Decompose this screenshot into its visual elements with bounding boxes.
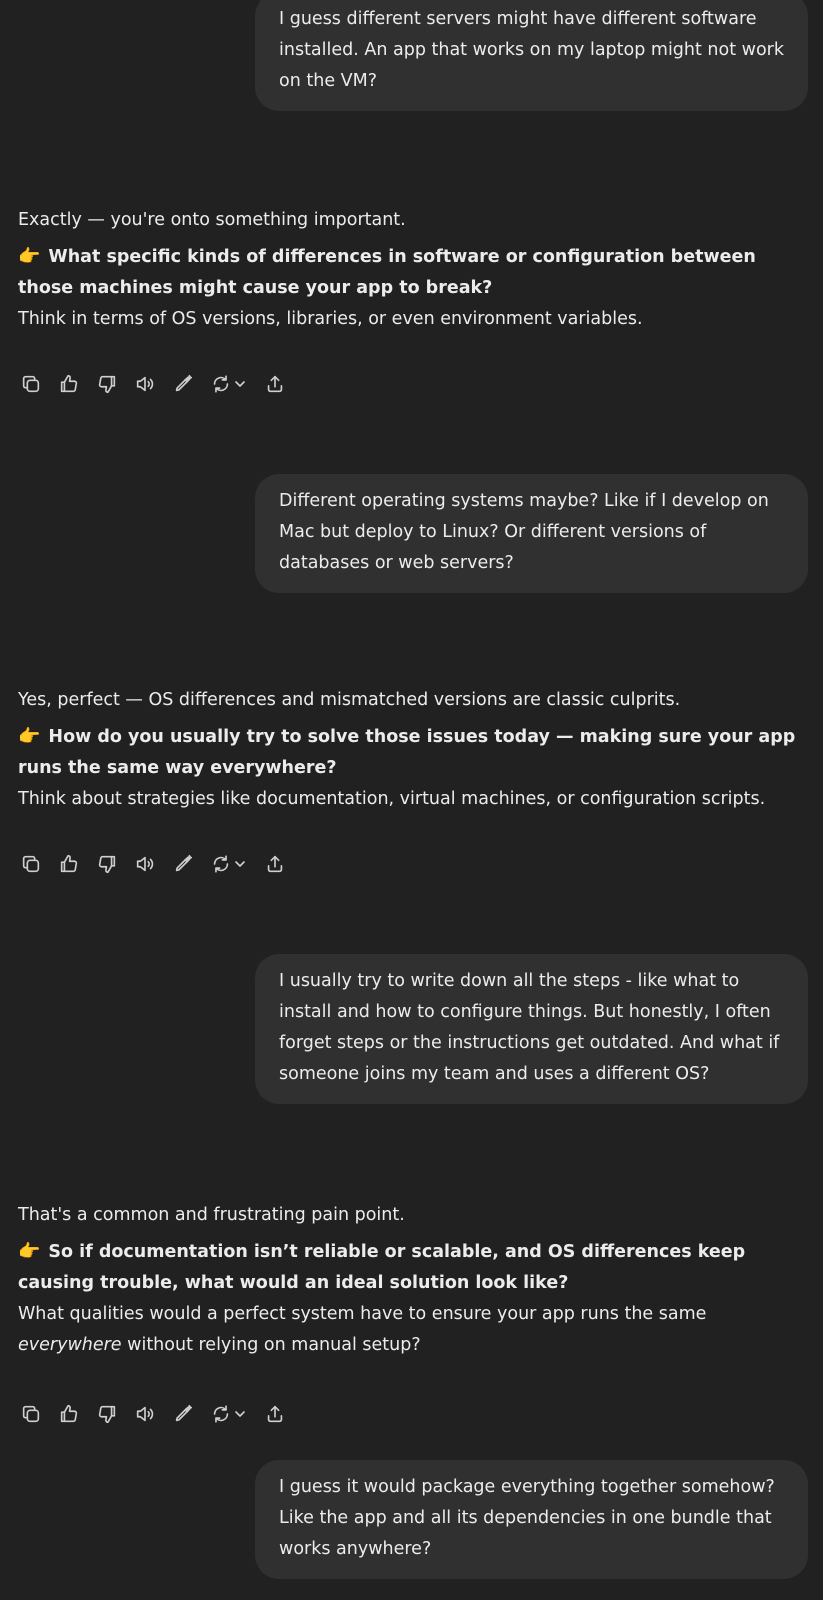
assistant-question-text: What specific kinds of differences in software or configuration between those machines might cause your app to break?	[18, 247, 756, 298]
message-actions	[18, 850, 300, 878]
assistant-question	[18, 721, 808, 784]
read-aloud-button[interactable]	[132, 851, 158, 877]
chevron-down-icon	[234, 858, 246, 870]
message-actions	[18, 1400, 300, 1428]
edit-canvas-icon	[172, 853, 194, 875]
edit-canvas-icon	[172, 373, 194, 395]
edit-in-canvas-button[interactable]	[170, 1401, 196, 1427]
assistant-lead: That's a common and frustrating pain point.	[18, 1205, 405, 1225]
assistant-hint-text-end: without relying on manual setup?	[121, 1335, 421, 1355]
thumbs-up-icon	[58, 853, 80, 875]
bad-response-button[interactable]	[94, 1401, 120, 1427]
chevron-down-icon	[234, 1408, 246, 1420]
user-message	[255, 954, 808, 1104]
user-message	[255, 0, 808, 111]
regenerate-icon	[210, 1403, 232, 1425]
bad-response-button[interactable]	[94, 851, 120, 877]
read-aloud-icon	[134, 853, 156, 875]
copy-icon	[20, 373, 42, 395]
copy-button[interactable]	[18, 1401, 44, 1427]
regenerate-button[interactable]	[208, 1401, 248, 1427]
assistant-message	[18, 685, 808, 815]
message-actions	[18, 370, 300, 398]
copy-button[interactable]	[18, 851, 44, 877]
user-message-text: I guess it would package everything together somehow? Like the app and all its dependencies in one bundle that works anywhere?	[279, 1477, 775, 1559]
regenerate-icon	[210, 853, 232, 875]
read-aloud-button[interactable]	[132, 1401, 158, 1427]
assistant-hint: Think in terms of OS versions, libraries, or even environment variables.	[18, 309, 643, 329]
good-response-button[interactable]	[56, 371, 82, 397]
edit-in-canvas-button[interactable]	[170, 371, 196, 397]
share-icon	[264, 853, 286, 875]
copy-icon	[20, 853, 42, 875]
assistant-message	[18, 205, 808, 335]
user-message-text: Different operating systems maybe? Like if I develop on Mac but deploy to Linux? Or different versions of databases or web servers?	[279, 491, 769, 573]
user-message	[255, 474, 808, 593]
assistant-hint-text: What qualities would a perfect system have to ensure your app runs the same	[18, 1304, 707, 1324]
bad-response-button[interactable]	[94, 371, 120, 397]
assistant-hint	[18, 1299, 808, 1361]
assistant-lead: Exactly — you're onto something important.	[18, 210, 406, 230]
edit-in-canvas-button[interactable]	[170, 851, 196, 877]
regenerate-button[interactable]	[208, 851, 248, 877]
share-button[interactable]	[262, 371, 288, 397]
thumbs-up-icon	[58, 373, 80, 395]
regenerate-button[interactable]	[208, 371, 248, 397]
thumbs-down-icon	[96, 853, 118, 875]
assistant-question-text: How do you usually try to solve those issues today — making sure your app runs the same way everywhere?	[18, 727, 796, 778]
thumbs-down-icon	[96, 1403, 118, 1425]
thumbs-down-icon	[96, 373, 118, 395]
read-aloud-button[interactable]	[132, 371, 158, 397]
copy-icon	[20, 1403, 42, 1425]
assistant-hint: Think about strategies like documentation, virtual machines, or configuration scripts.	[18, 789, 766, 809]
share-icon	[264, 373, 286, 395]
read-aloud-icon	[134, 373, 156, 395]
share-button[interactable]	[262, 1401, 288, 1427]
copy-button[interactable]	[18, 371, 44, 397]
assistant-message	[18, 1200, 808, 1361]
assistant-hint-emphasis: everywhere	[18, 1335, 122, 1355]
assistant-question	[18, 1236, 808, 1299]
read-aloud-icon	[134, 1403, 156, 1425]
user-message	[255, 1460, 808, 1579]
pointing-hand-emoji: 👉	[18, 726, 41, 747]
user-message-text: I guess different servers might have different software installed. An app that works on my laptop might not work on the VM?	[279, 9, 785, 91]
share-button[interactable]	[262, 851, 288, 877]
thumbs-up-icon	[58, 1403, 80, 1425]
regenerate-icon	[210, 373, 232, 395]
user-message-text: I usually try to write down all the steps - like what to install and how to configure things. But honestly, I often forget steps or the instructions get outdated. And what if someone joins my team and uses a different OS?	[279, 971, 780, 1084]
good-response-button[interactable]	[56, 1401, 82, 1427]
pointing-hand-emoji: 👉	[18, 1241, 41, 1262]
share-icon	[264, 1403, 286, 1425]
chevron-down-icon	[234, 378, 246, 390]
assistant-lead: Yes, perfect — OS differences and mismatched versions are classic culprits.	[18, 690, 681, 710]
pointing-hand-emoji: 👉	[18, 246, 41, 267]
good-response-button[interactable]	[56, 851, 82, 877]
edit-canvas-icon	[172, 1403, 194, 1425]
assistant-question-text: So if documentation isn’t reliable or scalable, and OS differences keep causing trouble, what would an ideal solution look like?	[18, 1242, 746, 1293]
assistant-question	[18, 241, 808, 304]
